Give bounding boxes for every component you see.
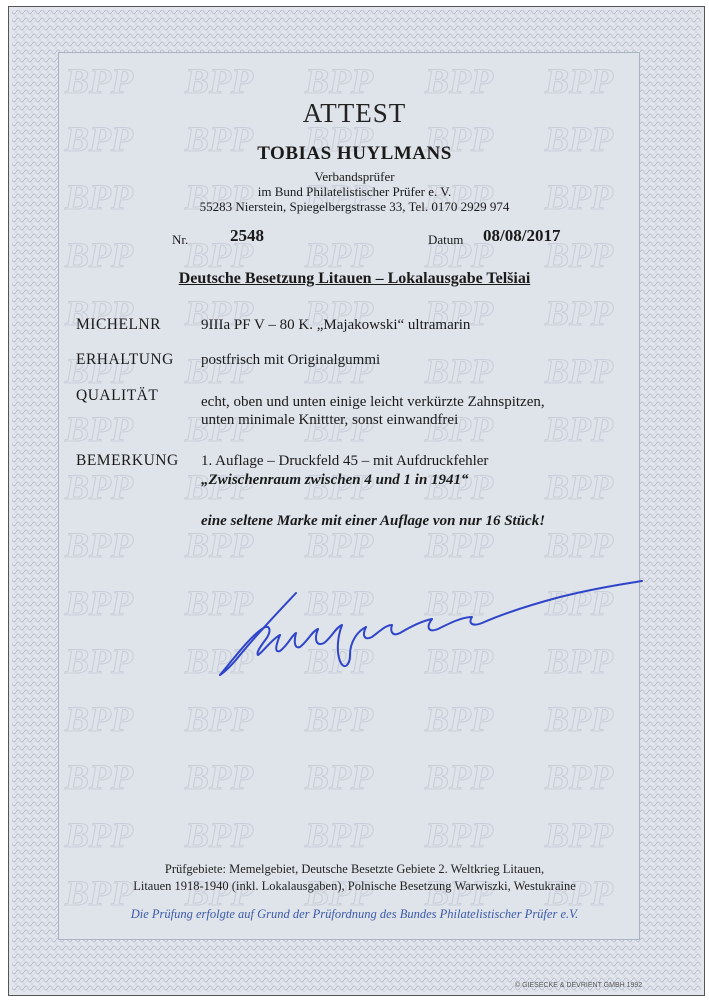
footer-note: Die Prüfung erfolgte auf Grund der Prüfordnung des Bundes Philatelistischer Prüfer e.V. [130,907,579,921]
footer-line-1: Prüfgebiete: Memelgebiet, Deutsche Besetzte Gebiete 2. Weltkrieg Litauen, [164,862,545,876]
erhaltung-label: ERHALTUNG [76,351,174,368]
number-value: 2548 [230,226,264,245]
printer-mark: © GIESECKE & DEVRIENT GMBH 1992 [515,982,643,989]
document-title: ATTEST [302,98,407,128]
date-label: Datum [428,232,464,247]
erhaltung-value: postfrisch mit Originalgummi [201,352,381,368]
bemerkung-value-line2: „Zwischenraum zwischen 4 und 1 in 1941“ [201,472,469,488]
certificate-subject: Deutsche Besetzung Litauen – Lokalausgabe Telšiai [178,270,531,287]
date-value: 08/08/2017 [483,226,561,245]
examiner-name: TOBIAS HUYLMANS [257,143,452,164]
michelnr-label: MICHELNR [76,316,161,333]
rarity-note: eine seltene Marke mit einer Auflage von nur 16 Stück! [201,513,546,529]
footer-line-2: Litauen 1918-1940 (inkl. Lokalausgaben), Polnische Besetzung Warwiszki, Westukraine [133,879,576,893]
examiner-organization: im Bund Philatelistischer Prüfer e. V. [257,184,452,199]
number-label: Nr. [172,232,189,247]
michelnr-value: 9IIIa PF V – 80 K. „Majakowski“ ultramarin [201,317,471,333]
bemerkung-value-line1: 1. Auflage – Druckfeld 45 – mit Aufdruckfehler [201,453,489,469]
signature [200,575,670,685]
examiner-role: Verbandsprüfer [314,169,395,184]
bemerkung-label: BEMERKUNG [76,452,179,469]
qualitaet-value-line2: unten minimale Knittter, sonst einwandfrei [201,412,459,428]
qualitaet-label: QUALITÄT [76,387,159,404]
examiner-address: 55283 Nierstein, Spiegelbergstrasse 33, Tel. 0170 2929 974 [199,199,510,214]
qualitaet-value-line1: echt, oben und unten einige leicht verkürzte Zahnspitzen, [201,394,545,410]
